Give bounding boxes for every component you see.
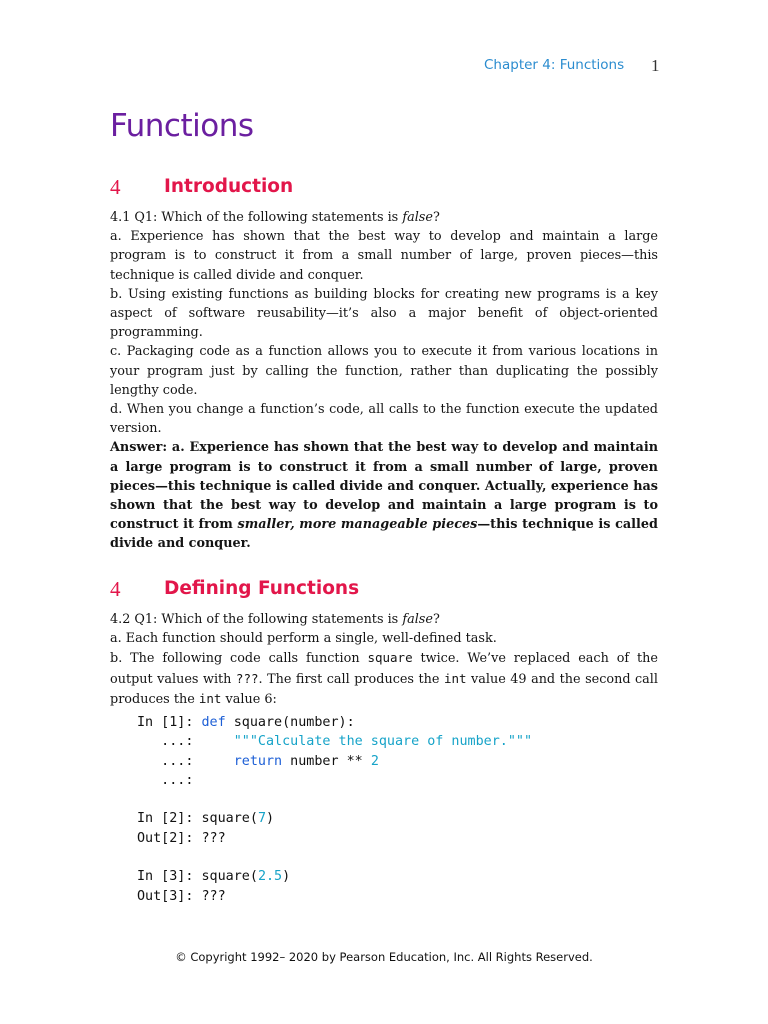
code-prompt: In [1]:	[137, 715, 202, 730]
inline-code: int	[443, 670, 467, 686]
option-b-text: . The first call produces the	[258, 671, 444, 687]
code-line	[137, 713, 657, 732]
option-a: a. Each function should perform a single, well-defined task.	[110, 631, 497, 647]
code-prompt: ...:	[137, 772, 194, 788]
option-b	[110, 648, 658, 709]
prompt-tail: ?	[432, 210, 440, 225]
code-number: 7	[257, 811, 266, 827]
code-line	[137, 867, 657, 886]
option-b-text: value 6:	[221, 691, 277, 707]
code-docstring: """Calculate the square of number."""	[233, 734, 533, 750]
inline-code: int	[198, 690, 222, 706]
prompt-emphasis: false	[402, 612, 433, 627]
section-title: Defining Functions	[164, 578, 360, 599]
code-prompt: In [3]:	[137, 869, 202, 885]
inline-code: square	[367, 650, 413, 666]
question-4-2	[110, 610, 658, 709]
option-b-text: value 49 and the second call produces the	[110, 671, 658, 707]
section-number: 4	[110, 577, 121, 601]
answer	[110, 438, 658, 553]
code-keyword: def	[201, 715, 226, 730]
section-number: 4	[110, 175, 121, 199]
option-a: a. Experience has shown that the best way to develop and maintain a large program is to construct it from a small number of large, proven pieces—this technique is called divide and conquer.	[110, 229, 658, 283]
option-b-text: twice. We’ve replaced each of the output values with	[110, 651, 658, 687]
running-header	[0, 57, 768, 77]
code-text: square(	[201, 811, 258, 827]
copyright-footer: © Copyright 1992– 2020 by Pearson Education, Inc. All Rights Reserved.	[175, 950, 593, 964]
code-blank-line	[137, 790, 657, 809]
chapter-label: Chapter 4: Functions	[484, 57, 625, 73]
code-text: square(number):	[225, 715, 355, 730]
code-text: square(	[201, 869, 258, 885]
prompt-text: 4.1 Q1: Which of the following statements is	[110, 210, 403, 225]
code-blank-line	[137, 848, 657, 867]
page-number: 1	[651, 56, 660, 75]
code-text: )	[282, 869, 291, 885]
chapter-title: Functions	[110, 108, 254, 144]
code-number: 2	[370, 753, 379, 769]
option-c: c. Packaging code as a function allows you to execute it from various locations in your program just by calling the function, rather than duplicating the possibly lengthy code.	[110, 344, 658, 398]
option-b: b. Using existing functions as building blocks for creating new programs is a key aspect of software reusability—it’s also a major benefit of object-oriented programming.	[110, 286, 658, 341]
code-output-line: Out[2]: ???	[137, 830, 226, 846]
answer-text: Answer: a. Experience has shown that the best way to develop and maintain a large program is to construct it from a small number of large, proven pieces—this technique is called divide and conquer. Actually, experience has shown that the best way to develop and maintain a large program is to construct it from	[110, 440, 658, 533]
code-text: )	[266, 811, 275, 827]
code-line	[137, 809, 657, 828]
code-text: number **	[282, 753, 371, 769]
code-line	[137, 771, 657, 790]
code-prompt: ...:	[137, 753, 234, 769]
option-b-text: b. The following code calls function	[110, 651, 368, 667]
code-output-line: Out[3]: ???	[137, 888, 226, 904]
prompt-text: 4.2 Q1: Which of the following statements is	[110, 612, 403, 627]
code-keyword: return	[233, 753, 283, 769]
question-prompt	[110, 208, 658, 227]
question-4-1	[110, 208, 658, 554]
code-prompt: ...:	[137, 734, 234, 750]
option-d: d. When you change a function’s code, all calls to the function execute the updated version.	[110, 402, 658, 437]
answer-tail: —this technique is called divide and conquer.	[110, 517, 658, 552]
code-line	[137, 732, 657, 751]
inline-code: ???	[235, 670, 259, 686]
code-prompt: In [2]:	[137, 811, 202, 827]
answer-emphasis: smaller, more manageable pieces	[237, 517, 478, 533]
code-listing	[137, 713, 657, 906]
question-prompt	[110, 610, 658, 629]
prompt-tail: ?	[432, 612, 440, 627]
code-number: 2.5	[257, 869, 283, 885]
prompt-emphasis: false	[402, 210, 433, 225]
code-line	[137, 752, 657, 771]
section-title: Introduction	[164, 176, 294, 197]
